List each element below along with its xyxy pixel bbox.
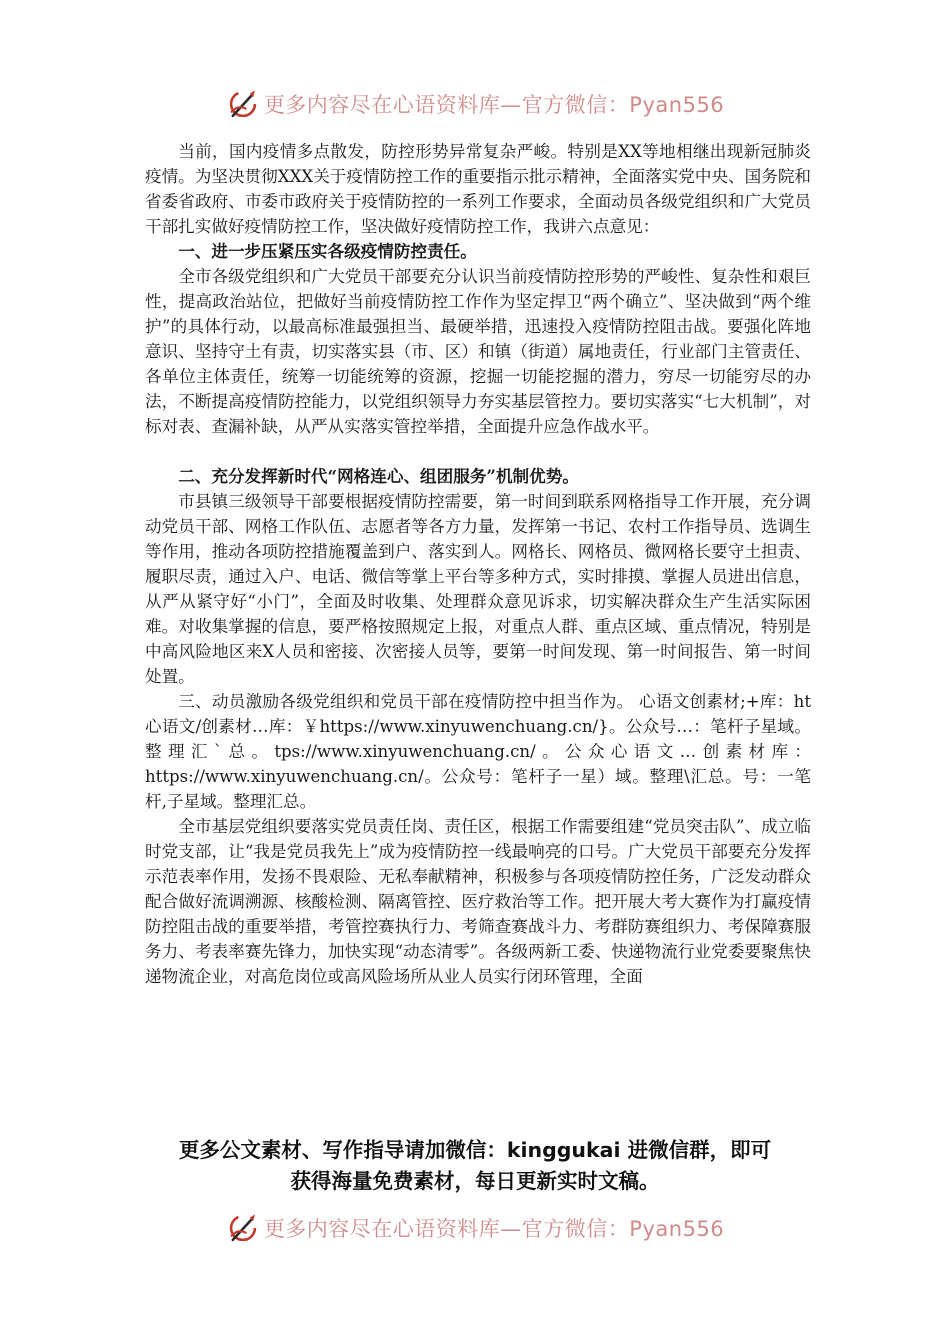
section1-paragraph: 全市各级党组织和广大党员干部要充分认识当前疫情防控形势的严峻性、复杂性和艰巨性，提高政治站位，把做好当前疫情防控工作作为坚定捍卫“两个确立”、坚决做到“两个维护”的具体行动，以最高标准最强担当、最硬举措，迅速投入疫情防控阻击战。要强化阵地意识、坚持守土有责，切实落实县（市、区）和镇（街道）属地责任，行业部门主管责任、各单位主体责任，统筹一切能统筹的资源，挖掘一切能挖掘的潜力，穷尽一切能穷尽的办法，不断提高疫情防控能力，以党组织领导力夯实基层管控力。要切实落实“七大机制”，对标对表、查漏补缺，从严从实落实管控举措，全面提升应急作战水平。: [145, 267, 811, 436]
document-body: [145, 139, 811, 989]
promo-block: [0, 1135, 950, 1197]
section3-heading-line: 三、动员激励各级党组织和党员干部在疫情防控中担当作为。 心语文创素材;+库：ht心语文/创素材…库：￥https://www.xinyuwenchuang.cn/}。公众号…：笔杆子星域。整理汇`总。tps://www.xinyuwenchuang.cn/。公众心语文…创素材库：https://www.xinyuwenchuang.cn/。公众号：笔杆子一星）域。整理\汇总。号：一笔杆,子星域。整理汇总。: [145, 692, 811, 811]
section2-paragraph: 市县镇三级领导干部要根据疫情防控需要，第一时间到联系网格指导工作开展，充分调动党员干部、网格工作队伍、志愿者等各方力量，发挥第一书记、农村工作指导员、选调生等作用，推动各项防控措施覆盖到户、落实到人。网格长、网格员、微网格长要守土担责、履职尽责，通过入户、电话、微信等掌上平台等多种方式，实时排摸、掌握人员进出信息，从严从紧守好“小门”，全面及时收集、处理群众意见诉求，切实解决群众生产生活实际困难。对收集掌握的信息，要严格按照规定上报，对重点人群、重点区域、重点情况，特别是中高风险地区来X人员和密接、次密接人员等，要第一时间发现、第一时间报告、第一时间处置。: [145, 492, 811, 686]
footer-banner-text: 更多内容尽在心语资料库—官方微信：Pyan556: [263, 1217, 725, 1241]
pen-swirl-logo-icon: [226, 87, 260, 121]
section2-heading: 二、充分发挥新时代“网格连心、组团服务”机制优势。: [178, 466, 579, 486]
header-banner-text: 更多内容尽在心语资料库—官方微信：Pyan556: [263, 93, 725, 117]
promo-line-1: 更多公文素材、写作指导请加微信：kinggukai 进微信群，即可: [178, 1138, 772, 1162]
pen-swirl-logo-icon: [226, 1211, 260, 1245]
footer-banner: [0, 1208, 950, 1248]
header-banner: [0, 84, 950, 124]
section3-paragraph: 全市基层党组织要落实党员责任岗、责任区，根据工作需要组建“党员突击队”、成立临时党支部，让“我是党员我先上”成为疫情防控一线最响亮的口号。广大党员干部要充分发挥示范表率作用，发扬不畏艰险、无私奉献精神，积极参与各项疫情防控任务，广泛发动群众配合做好流调溯源、核酸检测、隔离管控、医疗救治等工作。把开展大考大赛作为打赢疫情防控阻击战的重要举措，考管控赛执行力、考筛查赛战斗力、考群防赛组织力、考保障赛服务力、考表率赛先锋力，加快实现“动态清零”。各级两新工委、快递物流行业党委要聚焦快递物流企业，对高危岗位或高风险场所从业人员实行闭环管理，全面: [145, 817, 811, 986]
promo-line-2: 获得海量免费素材，每日更新实时文稿。: [290, 1169, 660, 1193]
intro-paragraph: 当前，国内疫情多点散发，防控形势异常复杂严峻。特别是XX等地相继出现新冠肺炎疫情。为坚决贯彻XXX关于疫情防控工作的重要指示批示精神，全面落实党中央、国务院和省委省政府、市委市政府关于疫情防控的一系列工作要求，全面动员各级党组织和广大党员干部扎实做好疫情防控工作，坚决做好疫情防控工作，我讲六点意见：: [145, 142, 812, 236]
section1-heading: 一、进一步压紧压实各级疫情防控责任。: [178, 241, 477, 261]
